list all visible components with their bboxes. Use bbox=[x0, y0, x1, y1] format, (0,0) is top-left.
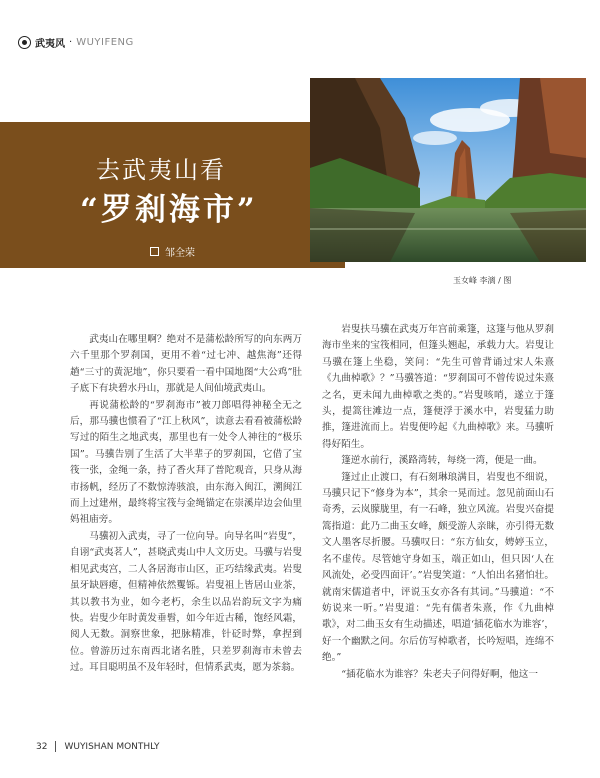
paragraph: 马骥初入武夷，寻了一位向导。向导名叫“岩叟”，自诩“武夷茗人”，甚晓武夷山中人文历史。马骥与岩叟相见武夷宫，二人各居海市山区，正巧结缘武夷。岩叟虽牙缺唇瘪，但精神依然矍铄。岩叟祖上皆居山业茶，其以教书为业，如今老朽，余生以品岩韵玩文字为痛快。岩叟少年时黄发垂髫，如今年近古稀，饱经风霜，阅人无数。洞察世象，把脉精准，针砭时弊，拿捏到位。曾游历过东南西北诸名胜，只差罗刹海市未曾去过。耳目聪明虽不及年轻时，但情系武夷，愿为茶翁。 bbox=[70, 530, 302, 674]
magazine-name: WUYISHAN MONTHLY bbox=[64, 741, 160, 752]
paragraph: 武夷山在哪里啊？绝对不是蒲松龄所写的向东两万六千里那个罗刹国，更用不着“过七冲、越焦海”还得趟“三寸的黄泥地”，你只要看一看中国地图“大公鸡”肚子底下有块碧水丹山，那就是人间仙境武夷山。 bbox=[70, 334, 302, 395]
paragraph: “插花临水为谁容？朱老夫子问得好啊，他这一 bbox=[341, 668, 538, 680]
page-footer bbox=[36, 741, 160, 752]
brand-name: 武夷风 bbox=[35, 38, 65, 50]
magazine-header bbox=[18, 34, 134, 50]
byline bbox=[150, 244, 195, 259]
photo-caption: 玉女峰 李漓 / 图 bbox=[453, 276, 512, 285]
brand-logo-icon bbox=[18, 36, 31, 49]
header-separator: · bbox=[69, 36, 73, 48]
article-column-left bbox=[70, 332, 302, 677]
paragraph: 岩叟扶马骥在武夷万年宫前乘篷，这篷与他从罗刹海市坐来的宝筏相同，但篷头翘起，承载力大。岩叟让马骥在篷上坐稳，笑问：“先生可曾背诵过宋人朱熹《九曲棹歌》？”马骥答道：“罗刹国可不曾传说过朱熹之名，更未闻九曲棹歌之类的。”岩叟咳哨，遂立于篷头，提篙往滩边一点，篷便浮于溪水中，岩叟猛力助推，篷进流而上。岩叟便吟起《九曲棹歌》来。马骥听得好陌生。 bbox=[322, 324, 554, 450]
page-number: 32 bbox=[36, 741, 48, 752]
article-title-line1: 去武夷山看 bbox=[96, 156, 226, 184]
paragraph: 篷逆水前行，溪路湾转，每绕一湾，便是一曲。 bbox=[341, 455, 543, 467]
byline-box-icon bbox=[150, 247, 159, 256]
article-title-line2: “罗刹海市” bbox=[80, 192, 258, 228]
footer-divider bbox=[55, 741, 56, 752]
author-name: 邹全荣 bbox=[165, 248, 195, 259]
article-column-right bbox=[322, 322, 554, 683]
paragraph: 篷过止止渡口，有石刻琳琅满目，岩叟也不细说，马骥只记下“修身为本”，其余一晃而过。忽见前面山石奇秀，云岚朦胧里，有一石峰，独立风流。岩叟兴奋提篙指道：此乃二曲玉女峰，颇受游人亲睐，亦引得无数文人墨客尽折腰。马骥叹曰：“东方仙女，娉婷玉立，名不虚传。尽管她守身如玉，端正如山，但只因‘人在风流处，必受四面讦’。”岩叟笑道：“人怕出名猪怕壮。就南宋儒道者中，评说玉女亦各有其词。”马骥道：“不妨说来一听。”岩叟道：“先有儒者朱熹，作《九曲棹歌》，对二曲玉女有生动描述，唱道‘插花临水为谁容’，好一个幽默之问。尔后仿写棹歌者，长吟短唱，连绵不绝。” bbox=[322, 471, 554, 664]
landscape-photo bbox=[310, 78, 586, 262]
brand-name-en: WUYIFENG bbox=[76, 36, 134, 48]
paragraph: 再说蒲松龄的“罗刹海市”被刀郎唱得神秘全无之后，那马骥也惯看了“江上秋风”，读意去看看被蒲松龄写过的陌生之地武夷，那里也有一处令人神往的“极乐国”。马骥告别了生活了大半辈子的罗刹国，它借了宝筏一张，金绳一条，持了香火拜了普陀观音，只身从海市扬帆，经历了不数惊涛骇浪，由东海入闽江，溯闽江而上过建州，最终将宝筏与金绳锚定在崇溪岸边会仙里妈祖庙旁。 bbox=[70, 399, 302, 526]
